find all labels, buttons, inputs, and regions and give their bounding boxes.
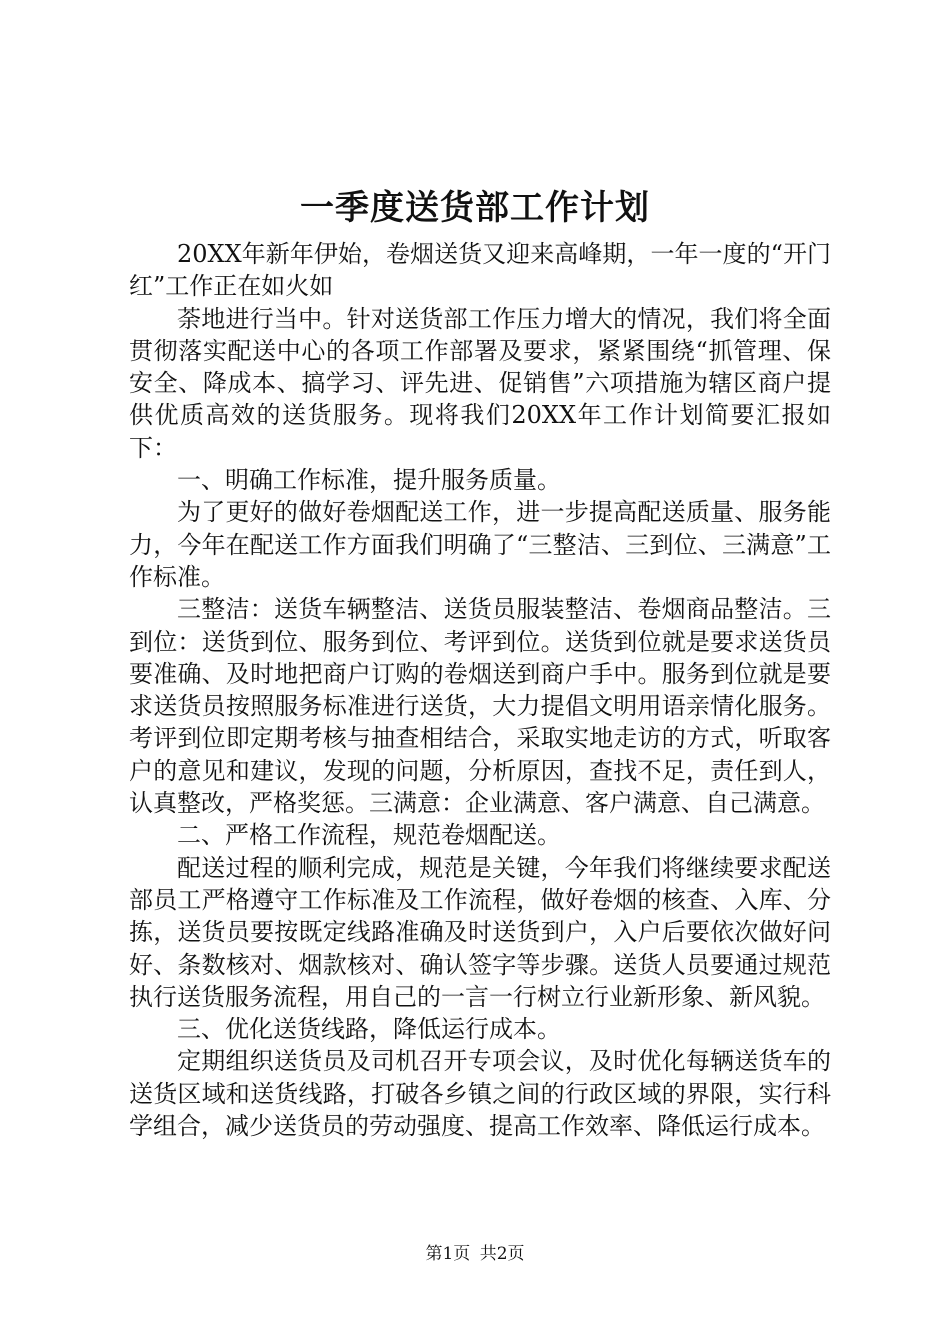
paragraph: 定期组织送货员及司机召开专项会议，及时优化每辆送货车的送货区域和送货线路，打破各乡镇之间的行政区域的界限，实行科学组合，减少送货员的劳动强度、提高工作效率、降低运行成本。: [129, 1047, 831, 1141]
page-footer: [0, 1243, 950, 1265]
paragraph: 荼地进行当中。针对送货部工作压力增大的情况，我们将全面贯彻落实配送中心的各项工作部署及要求，紧紧围绕“抓管理、保安全、降成本、搞学习、评先进、促销售”六项措施为辖区商户提供优质高效的送货服务。现将我们20XX年工作计划简要汇报如下：: [129, 304, 831, 462]
section-heading: 三、优化送货线路，降低运行成本。: [177, 1015, 561, 1044]
paragraph: 20XX年新年伊始，卷烟送货又迎来高峰期，一年一度的“开门红”工作正在如火如: [129, 240, 831, 301]
paragraph: 配送过程的顺利完成，规范是关键，今年我们将继续要求配送部员工严格遵守工作标准及工作流程，做好卷烟的核查、入库、分拣，送货员要按既定线路准确及时送货到户，入户后要依次做好问好、条数核对、烟款核对、确认签字等步骤。送货人员要通过规范执行送货服务流程，用自己的一言一行树立行业新形象、新风貌。: [129, 853, 831, 1011]
section-heading: 二、严格工作流程，规范卷烟配送。: [177, 821, 561, 850]
section-heading: 一、明确工作标准，提升服务质量。: [177, 466, 561, 495]
paragraph: 三整洁：送货车辆整洁、送货员服装整洁、卷烟商品整洁。三到位：送货到位、服务到位、考评到位。送货到位就是要求送货员要准确、及时地把商户订购的卷烟送到商户手中。服务到位就是要求送货员按照服务标准进行送货，大力提倡文明用语亲情化服务。考评到位即定期考核与抽查相结合，采取实地走访的方式，听取客户的意见和建议，发现的问题，分析原因，查找不足，责任到人，认真整改，严格奖惩。三满意：企业满意、客户满意、自己满意。: [129, 595, 831, 818]
document-body: [129, 238, 831, 1142]
paragraph: 为了更好的做好卷烟配送工作，进一步提高配送质量、服务能力，今年在配送工作方面我们明确了“三整洁、三到位、三满意”工作标准。: [129, 498, 831, 591]
page-total: 共2页: [479, 1244, 525, 1264]
page-number: 第1页: [425, 1244, 471, 1264]
document-title: 一季度送货部工作计划: [300, 188, 650, 228]
